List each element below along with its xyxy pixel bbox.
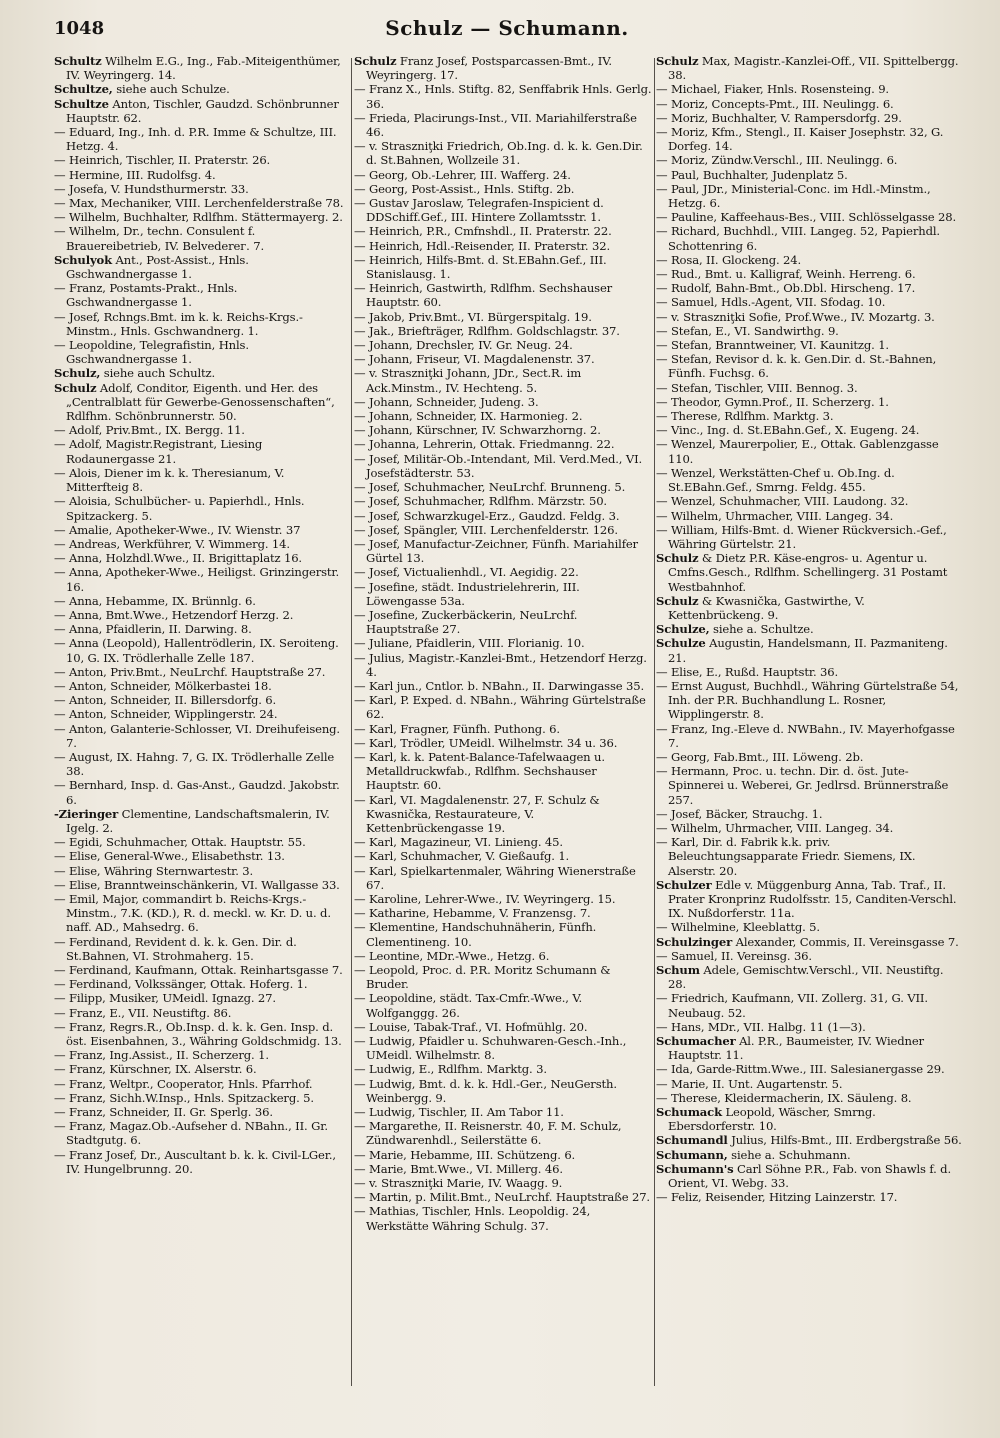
- directory-entry: — Ferdinand, Kaufmann, Ottak. Reinhartsgasse 7.: [54, 963, 343, 977]
- directory-entry: — Anton, Galanterie-Schlosser, VI. Dreihufeiseng. 7.: [54, 721, 340, 750]
- directory-entry: — Pauline, Kaffeehaus-Bes., VIII. Schlösselgasse 28.: [656, 210, 956, 225]
- directory-entry: Schumann's Carl Söhne P.R., Fab. von Shawls f. d. Orient, VI. Webg. 33.: [656, 1161, 951, 1191]
- directory-entry: — Franz, Ing.Assist., II. Scherzerg. 1.: [54, 1048, 269, 1063]
- directory-entry: Schulz Max, Magistr.-Kanzlei-Off., VII. Spittelbergg. 38.: [656, 54, 959, 83]
- directory-entry: — Stefan, E., VI. Sandwirthg. 9.: [656, 323, 839, 338]
- directory-entry: — Josefine, Zuckerbäckerin, NeuLrchf. Hauptstraße 27.: [354, 607, 578, 637]
- directory-entry: Schulz & Kwasnička, Gastwirthe, V. Kettenbrückeng. 9.: [656, 593, 865, 622]
- directory-entry: — Wenzel, Werkstätten-Chef u. Ob.Ing. d. St.EBahn.Gef., Smrng. Feldg. 455.: [656, 465, 895, 495]
- directory-entry: — Heinrich, Hilfs-Bmt. d. St.EBahn.Gef., III. Stanislausg. 1.: [354, 252, 607, 282]
- directory-entry: — Heinrich, Tischler, II. Praterstr. 26.: [54, 153, 271, 168]
- directory-entry: — Franz, Schneider, II. Gr. Sperlg. 36.: [54, 1105, 273, 1120]
- directory-entry: — Josef, Schwarzkugel-Erz., Gaudzd. Feldg. 3.: [354, 508, 620, 523]
- directory-entry: — Wilhelmine, Kleeblattg. 5.: [656, 920, 820, 935]
- directory-entry: — Franz, E., VII. Neustiftg. 86.: [54, 1005, 232, 1020]
- directory-entry: — Eduard, Ing., Inh. d. P.R. Imme & Schultze, III. Hetzg. 4.: [54, 125, 337, 154]
- directory-entry: — Hermann, Proc. u. techn. Dir. d. öst. Jute-Spinnerei u. Weberei, Gr. Jedlrsd. Brünnerstraße 257.: [656, 764, 949, 807]
- directory-entry: — Ludwig, Tischler, II. Am Tabor 11.: [354, 1105, 564, 1120]
- directory-entry: — Franz, Postamts-Prakt., Hnls. Gschwandnergasse 1.: [54, 281, 238, 310]
- directory-entry: — Anna, Hebamme, IX. Brünnlg. 6.: [54, 593, 256, 608]
- page-number: 1048: [54, 18, 105, 39]
- directory-entry: -Zieringer Clementine, Landschaftsmalerin, IV. Igelg. 2.: [54, 806, 330, 835]
- directory-entry: — Therese, Rdlfhm. Marktg. 3.: [656, 409, 834, 424]
- directory-entry: — Heinrich, P.R., Cmfnshdl., II. Praterstr. 22.: [354, 224, 612, 239]
- directory-entry: — Wilhelm, Uhrmacher, VIII. Langeg. 34.: [656, 508, 894, 523]
- directory-entry: — Marie, Bmt.Wwe., VI. Millerg. 46.: [354, 1161, 563, 1176]
- directory-entry: — Josef, Bäcker, Strauchg. 1.: [656, 806, 823, 821]
- directory-entry: — Karl, VI. Magdalenenstr. 27, F. Schulz & Kwasnička, Restaurateure, V. Kettenbrückengasse 19.: [354, 792, 600, 835]
- directory-entry: — Richard, Buchhdl., VIII. Langeg. 52, Papierhdl. Schottenring 6.: [656, 224, 940, 253]
- directory-entry: — Wilhelm, Dr., techn. Consulent f. Brauereibetrieb, IV. Belvederег. 7.: [54, 224, 264, 253]
- directory-entry: — Georg, Fab.Bmt., III. Löweng. 2b.: [656, 749, 864, 764]
- directory-entry: Schultz Wilhelm E.G., Ing., Fab.-Miteigenthümer, IV. Weyringerg. 14.: [54, 54, 341, 83]
- directory-entry: — Anton, Priv.Bmt., NeuLrchf. Hauptstraße 27.: [54, 664, 326, 679]
- directory-entry: — Karl, Trödler, UMeidl. Wilhelmstr. 34 u. 36.: [354, 735, 618, 750]
- column-3: [656, 54, 962, 1398]
- column-divider: [654, 58, 655, 1386]
- directory-entry: — Elise, Branntweinschänkerin, VI. Wallgasse 33.: [54, 877, 340, 892]
- directory-entry: — Aloisia, Schulbücher- u. Papierhdl., Hnls. Spitzackerg. 5.: [54, 494, 305, 523]
- directory-entry: — Ferdinand, Revident d. k. k. Gen. Dir. d. St.Bahnen, VI. Strohmaherg. 15.: [54, 934, 297, 963]
- directory-entry: — August, IX. Hahng. 7, G. IX. Trödlerhalle Zelle 38.: [54, 749, 335, 779]
- directory-entry: — Katharine, Hebamme, V. Franzensg. 7.: [354, 906, 591, 921]
- directory-entry: — Gustav Jaroslaw, Telegrafen-Inspicient d. DDSchiff.Gef., III. Hintere Zollamtsstr. 1.: [354, 196, 604, 225]
- directory-entry: — Johann, Drechsler, IV. Gr. Neug. 24.: [354, 338, 573, 353]
- column-1: [54, 54, 348, 1398]
- directory-entry: — Marie, Hebamme, III. Schützeng. 6.: [354, 1147, 576, 1162]
- directory-entry: — Klementine, Handschuhnäherin, Fünfh. Clementineng. 10.: [354, 920, 597, 949]
- directory-entry: — v. Straszniţki Marie, IV. Waagg. 9.: [354, 1176, 563, 1191]
- directory-entry: — Karl jun., Cntlor. b. NBahn., II. Darwingasse 35.: [354, 678, 644, 693]
- directory-entry: — Johann, Schneider, Judeng. 3.: [354, 394, 539, 409]
- directory-entry: — Josef, Schuhmacher, Rdlfhm. Märzstr. 50.: [354, 494, 607, 509]
- directory-entry: — Samuel, Hdls.-Agent, VII. Sfodag. 10.: [656, 295, 886, 310]
- directory-entry: — Adolf, Priv.Bmt., IX. Bergg. 11.: [54, 423, 245, 438]
- directory-entry: — Anna, Bmt.Wwe., Hetzendorf Herzg. 2.: [54, 607, 294, 622]
- directory-entry: — Samuel, II. Vereinsg. 36.: [656, 948, 812, 963]
- directory-entry: — Karl, P. Exped. d. NBahn., Währing Gürtelstraße 62.: [354, 693, 646, 722]
- directory-entry: — Stefan, Branntweiner, VI. Kaunitzg. 1.: [656, 338, 889, 353]
- directory-entry: — Vinc., Ing. d. St.EBahn.Gef., X. Eugeng. 24.: [656, 423, 920, 438]
- directory-entry: Schumack Leopold, Wäscher, Smrng. Ebersdorferstr. 10.: [656, 1105, 876, 1134]
- directory-entry: — Wenzel, Schuhmacher, VIII. Laudong. 32.: [656, 494, 909, 509]
- directory-entry: — Josef, Schuhmacher, NeuLrchf. Brunneng. 5.: [354, 480, 626, 495]
- directory-entry: — Louise, Tabak-Traf., VI. Hofmühlg. 20.: [354, 1019, 588, 1034]
- directory-entry: — Stefan, Revisor d. k. k. Gen.Dir. d. St.-Bahnen, Fünfh. Fuchsg. 6.: [656, 352, 937, 381]
- directory-entry: — Paul, Buchhalter, Judenplatz 5.: [656, 167, 848, 182]
- directory-entry: — Anna, Apotheker-Wwe., Heiligst. Grinzingerstr. 16.: [54, 565, 340, 594]
- directory-entry: — Johann, Kürschner, IV. Schwarzhorng. 2.: [354, 423, 601, 438]
- directory-entry: — Amalie, Apotheker-Wwe., IV. Wienstr. 37: [54, 522, 301, 537]
- directory-entry: — Anna, Pfaidlerin, II. Darwing. 8.: [54, 622, 252, 637]
- directory-entry: — Franz X., Hnls. Stiftg. 82, Senffabrik Hnls. Gerlg. 36.: [354, 82, 652, 111]
- running-title: Schulz — Schumann.: [385, 16, 629, 40]
- directory-entry: — Karl, Spielkartenmaler, Währing Wienerstraße 67.: [354, 863, 636, 892]
- directory-entry: — Franz, Magaz.Ob.-Aufseher d. NBahn., II. Gr. Stadtgutg. 6.: [54, 1119, 328, 1148]
- directory-entry: — Karl, Magazineur, VI. Linieng. 45.: [354, 835, 563, 850]
- directory-entry: — Egidi, Schuhmacher, Ottak. Hauptstr. 55.: [54, 835, 306, 850]
- directory-entry: — Julius, Magistr.-Kanzlei-Bmt., Hetzendorf Herzg. 4.: [354, 650, 647, 679]
- directory-entry: — Georg, Ob.-Lehrer, III. Wafferg. 24.: [354, 167, 571, 182]
- directory-entry: — Rud., Bmt. u. Kalligraf, Weinh. Herreng. 6.: [656, 267, 916, 282]
- directory-entry: — Ludwig, E., Rdlfhm. Marktg. 3.: [354, 1062, 547, 1077]
- directory-entry: — Marie, II. Unt. Augartenstr. 5.: [656, 1076, 843, 1091]
- directory-entry: — Juliane, Pfaidlerin, VIII. Florianig. 10.: [354, 636, 585, 651]
- directory-entry: — Karl, Fragner, Fünfh. Puthong. 6.: [354, 721, 560, 736]
- directory-entry: — Anton, Schneider, II. Billersdorfg. 6.: [54, 693, 277, 708]
- directory-entry: — Wilhelm, Uhrmacher, VIII. Langeg. 34.: [656, 820, 894, 835]
- directory-entry: — Elise, Währing Sternwartestr. 3.: [54, 863, 254, 878]
- directory-entry: Schulze, siehe a. Schultze.: [656, 622, 814, 637]
- directory-entry: — William, Hilfs-Bmt. d. Wiener Rückversich.-Gef., Währing Gürtelstr. 21.: [656, 522, 947, 551]
- directory-entry: — Josef, Manufactur-Zeichner, Fünfh. Mariahilfer Gürtel 13.: [354, 536, 638, 566]
- directory-entry: — Franz, Kürschner, IX. Alserstr. 6.: [54, 1062, 257, 1077]
- directory-entry: — Heinrich, Hdl.-Reisender, II. Praterstr. 32.: [354, 238, 610, 253]
- directory-entry: — Franz, Regrs.R., Ob.Insp. d. k. k. Gen. Insp. d. öst. Eisenbahnen, 3., Währing Goldschmidg. 13.: [54, 1019, 342, 1049]
- directory-entry: Schulyok Ant., Post-Assist., Hnls. Gschwandnergasse 1.: [54, 252, 249, 282]
- directory-entry: — Moriz, Zündw.Verschl., III. Neulingg. 6.: [656, 153, 898, 168]
- directory-entry: — Ernst August, Buchhdl., Währing Gürtelstraße 54, Inh. der P.R. Buchhandlung L. Rosner, Wipplingerstr. 8.: [656, 678, 959, 722]
- directory-entry: — Leopoldine, Telegrafistin, Hnls. Gschwandnergasse 1.: [54, 338, 249, 367]
- directory-entry: — Rudolf, Bahn-Bmt., Ob.Dbl. Hirschеng. 17.: [656, 281, 916, 296]
- directory-entry: — Franz Josef, Dr., Auscultant b. k. k. Civil-LGer., IV. Hungelbrunng. 20.: [54, 1147, 336, 1176]
- directory-entry: — Josef, Rchngs.Bmt. im k. k. Reichs-Krgs.-Minstm., Hnls. Gschwandnerg. 1.: [54, 309, 303, 338]
- directory-entry: — Filipp, Musiker, UMeidl. Ignazg. 27.: [54, 991, 276, 1006]
- directory-entry: — Ludwig, Pfaidler u. Schuhwaren-Gesch.-Inh., UMeidl. Wilhelmstr. 8.: [354, 1034, 627, 1063]
- directory-entry: — Franz, Ing.-Eleve d. NWBahn., IV. Mayerhofgasse 7.: [656, 721, 955, 750]
- directory-entry: — Theodor, Gymn.Prof., II. Scherzerg. 1.: [656, 394, 889, 409]
- directory-entry: — Rosa, II. Glockeng. 24.: [656, 252, 802, 267]
- directory-entry: Schultze Anton, Tischler, Gaudzd. Schönbrunner Hauptstr. 62.: [54, 96, 339, 125]
- directory-entry: — Anna (Leopold), Hallentrödlerin, IX. Seroiteng. 10, G. IX. Trödlerhalle Zelle 187.: [54, 636, 339, 665]
- directory-entry: — Mathias, Tischler, Hnls. Leopoldig. 24, Werkstätte Währing Schulg. 37.: [354, 1204, 591, 1233]
- directory-entry: — Ida, Garde-Rittm.Wwe., III. Salesianergasse 29.: [656, 1062, 945, 1077]
- directory-entry: Schultze, siehe auch Schulze.: [54, 82, 230, 97]
- directory-entry: — Friedrich, Kaufmann, VII. Zollerg. 31, G. VII. Neubaug. 52.: [656, 991, 928, 1020]
- directory-entry: — Karl, Dir. d. Fabrik k.k. priv. Beleuchtungsapparate Friedr. Siemens, IX. Alserstr. 20.: [656, 835, 916, 878]
- directory-entry: Schulz Franz Josef, Postsparcassen-Bmt., IV. Weyringerg. 17.: [354, 54, 612, 83]
- directory-entry: Schum Adele, Gemischtw.Verschl., VII. Neustiftg. 28.: [656, 963, 944, 992]
- directory-entry: — Hermine, III. Rudolfsg. 4.: [54, 167, 216, 182]
- directory-entry: — Frieda, Placirungs-Inst., VII. Mariahilferstraße 46.: [354, 110, 637, 140]
- directory-entry: — Anton, Schneider, Wipplingerstr. 24.: [54, 707, 278, 722]
- directory-entry: — Karl, k. k. Patent-Balance-Tafelwaagen u. Metalldruckwfab., Rdlfhm. Sechshauser Hauptstr. 60.: [354, 749, 605, 793]
- column-divider: [351, 58, 352, 1386]
- directory-entry: — Anna, Holzhdl.Wwe., II. Brigittaplatz 16.: [54, 551, 302, 566]
- directory-entry: — Leontine, MDr.-Wwe., Hetzg. 6.: [354, 948, 550, 963]
- directory-entry: — Josefa, V. Hundsthurmerstr. 33.: [54, 181, 249, 196]
- directory-entry: — Josefine, städt. Industrielehrerin, III. Löwengasse 53a.: [354, 579, 580, 608]
- directory-entry: — Georg, Post-Assist., Hnls. Stiftg. 2b.: [354, 181, 575, 196]
- directory-entry: — Heinrich, Gastwirth, Rdlfhm. Sechshauser Hauptstr. 60.: [354, 281, 613, 310]
- directory-entry: — Jak., Briefträger, Rdlfhm. Goldschlagstr. 37.: [354, 323, 620, 338]
- directory-entry: — Alois, Diener im k. k. Theresianum, V. Mitterfteig 8.: [54, 465, 285, 495]
- directory-entry: Schumann, siehe a. Schuhmann.: [656, 1147, 851, 1162]
- directory-entry: — Moriz, Buchhalter, V. Rampersdorfg. 29.: [656, 110, 902, 125]
- directory-entry: Schumandl Julius, Hilfs-Bmt., III. Erdbergstraße 56.: [656, 1133, 962, 1148]
- directory-entry: — Therese, Kleidermacherin, IX. Säuleng. 8.: [656, 1090, 912, 1105]
- directory-entry: — Johanna, Lehrerin, Ottak. Friedmanng. 22.: [354, 437, 615, 452]
- directory-entry: — Elise, General-Wwe., Elisabethstr. 13.: [54, 849, 285, 864]
- directory-entry: — Moriz, Kfm., Stengl., II. Kaiser Josephstr. 32, G. Dorfeg. 14.: [656, 125, 944, 154]
- directory-entry: — Margarethe, II. Reisnerstr. 40, F. M. Schulz, Zündwarenhdl., Seilerstätte 6.: [354, 1119, 622, 1148]
- directory-entry: — Stefan, Tischler, VIII. Bennog. 3.: [656, 380, 858, 395]
- directory-entry: — Josef, Spängler, VIII. Lerchenfelderstr. 126.: [354, 522, 618, 537]
- directory-entry: — Paul, JDr., Ministerial-Conc. im Hdl.-Minstm., Hetzg. 6.: [656, 181, 931, 211]
- directory-entry: — Wilhelm, Buchhalter, Rdlfhm. Stättermayerg. 2.: [54, 210, 343, 225]
- directory-entry: — v. Straszniţki Johann, JDr., Sect.R. im Ack.Minstm., IV. Hechteng. 5.: [354, 366, 582, 395]
- directory-entry: — Feliz, Reisender, Hitzing Lainzerstr. 17.: [656, 1190, 898, 1205]
- directory-columns: [54, 54, 962, 1398]
- directory-entry: — Bernhard, Insp. d. Gas-Anst., Gaudzd. Jakobstr. 6.: [54, 778, 340, 807]
- directory-entry: — Max, Mechaniker, VIII. Lerchenfelderstraße 78.: [54, 196, 344, 211]
- directory-entry: — Anton, Schneider, Mölkerbastei 18.: [54, 678, 272, 693]
- directory-entry: Schulze Augustin, Handelsmann, II. Pazmaniteng. 21.: [656, 636, 948, 665]
- directory-entry: Schulz Adolf, Conditor, Eigenth. und Her. des „Centralblatt für Gewerbe-Genossenschaften“, Rdlfhm. Schönbrunnerstr. 50.: [54, 380, 335, 424]
- page-header: [54, 14, 960, 48]
- directory-entry: — Ludwig, Bmt. d. k. k. Hdl.-Ger., NeuGersth. Weinbergg. 9.: [354, 1076, 617, 1105]
- directory-entry: Schulz & Dietz P.R. Käse-engros- u. Agentur u. Cmfns.Gesch., Rdlfhm. Schellingerg. 31 Postamt Westbahnhof.: [656, 551, 948, 594]
- directory-entry: Schulzinger Alexander, Commis, II. Vereinsgasse 7.: [656, 934, 959, 949]
- directory-entry: — Karl, Schuhmacher, V. Gießaufg. 1.: [354, 849, 570, 864]
- directory-entry: — Johann, Schneider, IX. Harmonieg. 2.: [354, 409, 583, 424]
- directory-entry: — Hans, MDr., VII. Halbg. 11 (1—3).: [656, 1019, 866, 1034]
- directory-entry: — Adolf, Magistr.Registrant, Liesing Rodaunergasse 21.: [54, 437, 263, 466]
- directory-entry: — Martin, p. Milit.Bmt., NeuLrchf. Hauptstraße 27.: [354, 1190, 650, 1205]
- directory-entry: — Johann, Friseur, VI. Magdalenenstr. 37.: [354, 352, 595, 367]
- directory-entry: — Franz, Sichh.W.Insp., Hnls. Spitzackerg. 5.: [54, 1090, 314, 1105]
- directory-entry: — Karoline, Lehrer-Wwe., IV. Weyringerg. 15.: [354, 891, 616, 906]
- directory-entry: — v. Straszniţki Sofie, Prof.Wwe., IV. Mozartg. 3.: [656, 309, 935, 324]
- directory-entry: — v. Straszniţki Friedrich, Ob.Ing. d. k. k. Gen.Dir. d. St.Bahnen, Wollzeile 31.: [354, 139, 643, 168]
- directory-entry: — Andreas, Werkführer, V. Wimmerg. 14.: [54, 536, 290, 551]
- directory-entry: Schulzer Edle v. Müggenburg Anna, Tab. Traf., II. Prater Kronprinz Rudolfsstr. 15, Canditen-Verschl. IX. Nußdorferstr. 11a.: [656, 877, 957, 921]
- directory-entry: — Jakob, Priv.Bmt., VI. Bürgerspitalg. 19.: [354, 309, 592, 324]
- directory-entry: — Franz, Weltpr., Cooperator, Hnls. Pfarrhof.: [54, 1076, 313, 1091]
- directory-entry: — Leopoldine, städt. Tax-Cmfr.-Wwe., V. Wolfganggg. 26.: [354, 991, 583, 1020]
- directory-entry: — Michael, Fiaker, Hnls. Rosensteing. 9.: [656, 82, 889, 97]
- directory-entry: — Josef, Militär-Ob.-Intendant, Mil. Verd.Med., VI. Josefstädterstr. 53.: [354, 451, 643, 480]
- directory-entry: — Wenzel, Maurerpolier, E., Ottak. Gablenzgasse 110.: [656, 437, 939, 466]
- directory-entry: — Emil, Major, commandirt b. Reichs-Krgs.-Minstm., 7.K. (KD.), R. d. meckl. w. Kr. D. u. d. naff. AD., Mahsedrg. 6.: [54, 891, 331, 935]
- directory-entry: — Leopold, Proc. d. P.R. Moritz Schumann & Bruder.: [354, 963, 611, 992]
- directory-entry: Schumacher Al. P.R., Baumeister, IV. Wiedner Hauptstr. 11.: [656, 1034, 924, 1063]
- directory-entry: — Ferdinand, Volkssänger, Ottak. Hoferg. 1.: [54, 977, 308, 992]
- directory-entry: Schulz, siehe auch Schultz.: [54, 366, 216, 381]
- directory-entry: — Josef, Victualienhdl., VI. Aegidig. 22.: [354, 565, 579, 580]
- directory-entry: — Elise, E., Rußd. Hauptstr. 36.: [656, 664, 839, 679]
- directory-entry: — Moriz, Concepts-Pmt., III. Neulingg. 6.: [656, 96, 894, 111]
- column-2: [354, 54, 652, 1398]
